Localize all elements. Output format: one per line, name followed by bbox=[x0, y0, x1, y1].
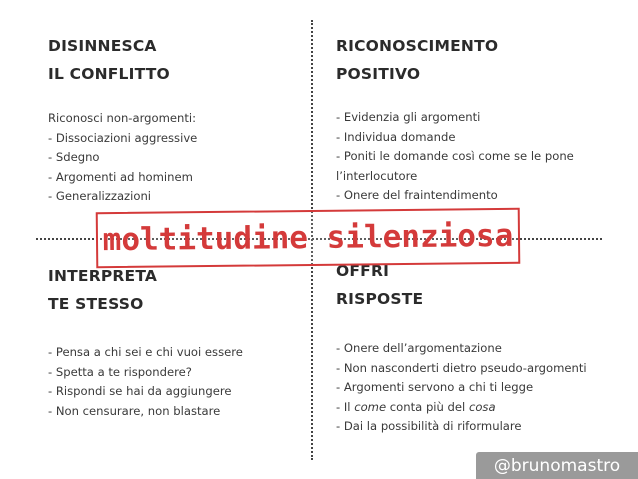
intro-text: Riconosci non-argomenti: bbox=[48, 111, 197, 125]
list-item: - Sdegno bbox=[48, 150, 100, 164]
quadrant-riconoscimento bbox=[336, 32, 621, 206]
heading-line-2: IL CONFLITTO bbox=[48, 65, 170, 83]
item-text: - Non nasconderti dietro pseudo-argomenti bbox=[336, 360, 587, 375]
heading-line-2: POSITIVO bbox=[336, 65, 421, 83]
item-text: - Il bbox=[336, 399, 355, 414]
list-item bbox=[336, 398, 587, 418]
item-list bbox=[48, 129, 197, 207]
list-item bbox=[336, 339, 587, 359]
item-text: - Onere dell’argomentazione bbox=[336, 341, 502, 355]
quadrant-offri bbox=[336, 257, 587, 437]
item-list bbox=[336, 339, 587, 437]
list-item: - Pensa a chi sei e chi vuoi essere bbox=[48, 345, 243, 359]
emphasis-text: cosa bbox=[468, 399, 496, 414]
author-handle: @brunomastro bbox=[476, 452, 638, 479]
list-item: - Dissociazioni aggressive bbox=[48, 130, 198, 145]
heading-line-1: RICONOSCIMENTO bbox=[336, 37, 499, 55]
item-text: conta più del bbox=[386, 399, 469, 414]
list-item: - Poniti le domande così come se le pone l’interlocutore bbox=[336, 149, 574, 183]
item-list bbox=[48, 343, 243, 421]
list-item: - Onere del fraintendimento bbox=[336, 188, 498, 202]
heading-line-2: TE STESSO bbox=[48, 295, 144, 313]
stamp-text: moltitudine silenziosa bbox=[102, 217, 514, 259]
list-item: - Non censurare, non blastare bbox=[48, 403, 221, 418]
heading-line-2: RISPOSTE bbox=[336, 290, 424, 308]
heading-line-1: INTERPRETA bbox=[48, 267, 158, 285]
item-text: - Argomenti servono a chi ti legge bbox=[336, 380, 534, 394]
list-item: - Rispondi se hai da aggiungere bbox=[48, 384, 232, 398]
stamp-overlay bbox=[96, 208, 521, 268]
item-list bbox=[336, 108, 621, 206]
list-item bbox=[336, 359, 587, 379]
heading-line-1: OFFRI bbox=[336, 262, 390, 280]
emphasis-text: come bbox=[354, 399, 387, 414]
list-item: - Argomenti ad hominem bbox=[48, 169, 193, 184]
list-item: - Spetta a te rispondere? bbox=[48, 364, 192, 379]
list-item bbox=[336, 378, 587, 398]
list-item bbox=[336, 417, 587, 437]
quadrant-disinnesca bbox=[48, 32, 197, 207]
list-item: - Individua domande bbox=[336, 129, 456, 144]
list-item: - Evidenzia gli argomenti bbox=[336, 110, 481, 124]
item-text: - Dai la possibilità di riformulare bbox=[336, 419, 522, 433]
heading-line-1: DISINNESCA bbox=[48, 37, 157, 55]
quadrant-interpreta bbox=[48, 262, 243, 421]
list-item: - Generalizzazioni bbox=[48, 189, 152, 203]
